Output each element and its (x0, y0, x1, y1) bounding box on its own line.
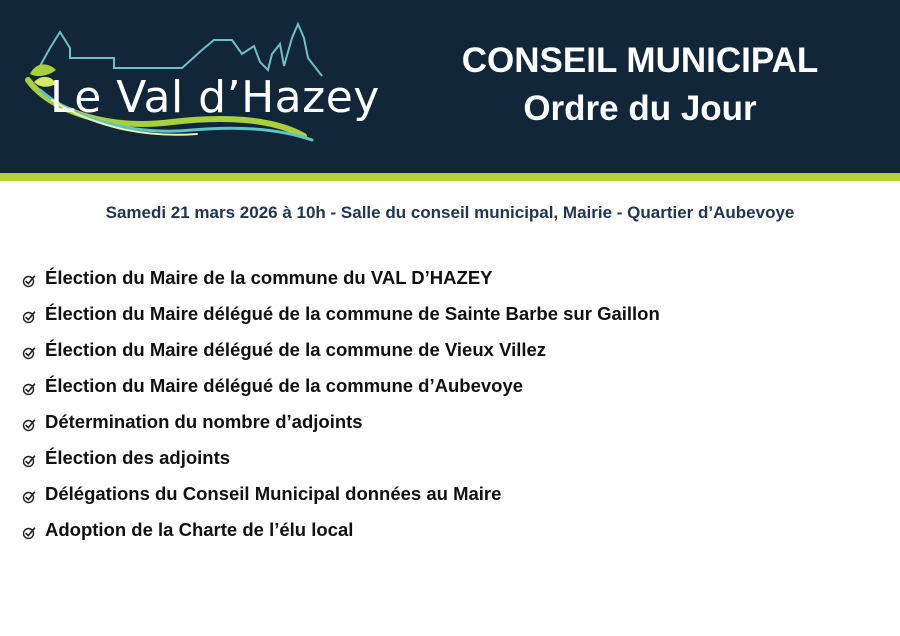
agenda-item (22, 476, 882, 512)
check-circle-icon (22, 490, 36, 504)
agenda-item (22, 296, 882, 332)
page-title: CONSEIL MUNICIPAL (461, 41, 819, 80)
agenda-item (22, 332, 882, 368)
agenda-item (22, 440, 882, 476)
agenda-list (22, 260, 882, 548)
agenda-item-label: Élection des adjoints (45, 447, 231, 468)
agenda-item (22, 404, 882, 440)
agenda-item-label: Adoption de la Charte de l’élu local (45, 519, 354, 540)
accent-stripe (0, 173, 900, 181)
check-circle-icon (22, 454, 36, 468)
check-circle-icon (22, 382, 36, 396)
check-circle-icon (22, 346, 36, 360)
agenda-item-label: Détermination du nombre d’adjoints (45, 411, 363, 432)
agenda-item (22, 512, 882, 548)
agenda-item-label: Élection du Maire délégué de la commune de Sainte Barbe sur Gaillon (45, 303, 660, 324)
agenda-item-label: Élection du Maire délégué de la commune d’Aubevoye (45, 375, 524, 396)
agenda-item (22, 368, 882, 404)
agenda-item-label: Délégations du Conseil Municipal données au Maire (45, 483, 502, 504)
agenda-item-label: Élection du Maire de la commune du VAL D’HAZEY (45, 267, 493, 288)
check-circle-icon (22, 418, 36, 432)
meeting-info: Samedi 21 mars 2026 à 10h - Salle du conseil municipal, Mairie - Quartier d’Aubevoye (105, 203, 795, 222)
title-block (440, 38, 840, 134)
check-circle-icon (22, 310, 36, 324)
logo-wordmark: Le Val d’Hazey (50, 72, 380, 123)
val-dhazey-logo (22, 18, 380, 148)
check-circle-icon (22, 526, 36, 540)
check-circle-icon (22, 274, 36, 288)
page-subtitle: Ordre du Jour (523, 89, 757, 128)
agenda-item (22, 260, 882, 296)
header-banner (0, 0, 900, 173)
agenda-item-label: Élection du Maire délégué de la commune de Vieux Villez (45, 339, 547, 360)
